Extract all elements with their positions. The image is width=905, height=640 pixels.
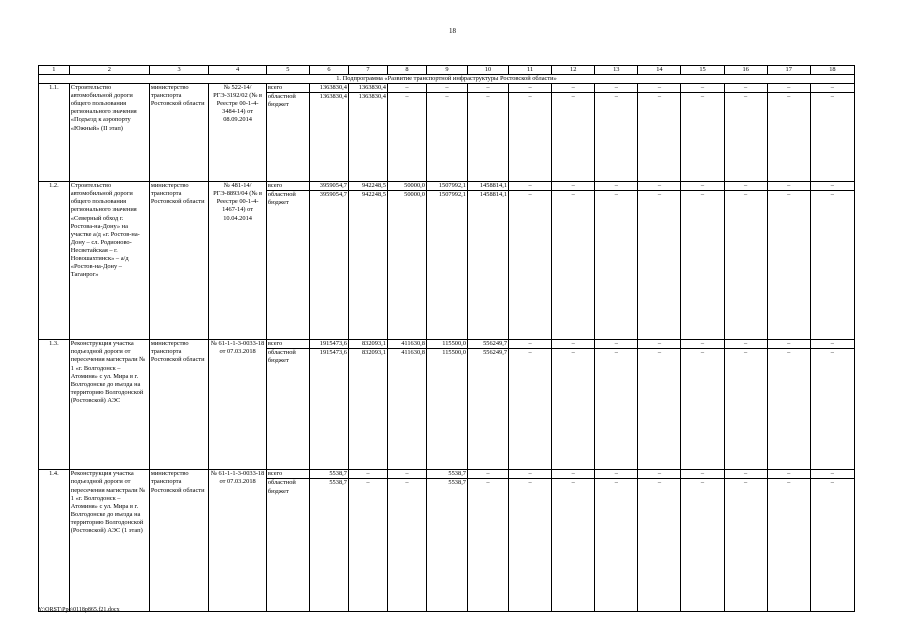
funding-source: областной бюджет — [266, 191, 309, 340]
amount-cell: – — [681, 182, 724, 191]
table-row — [39, 182, 855, 191]
amount-cell: – — [810, 470, 854, 479]
amount-cell: – — [595, 470, 638, 479]
column-header: 10 — [467, 66, 508, 75]
object-name: Строительство автомобильной дороги общего пользования регионального значения «Подъезд к аэропорту «Южный» (II этап) — [69, 84, 149, 182]
amount-cell: – — [552, 470, 595, 479]
amount-cell: – — [467, 84, 508, 93]
amount-cell: – — [509, 93, 552, 182]
amount-cell: 832093,1 — [348, 340, 387, 349]
amount-cell: – — [724, 479, 767, 612]
amount-cell: – — [638, 84, 681, 93]
funding-source: областной бюджет — [266, 479, 309, 612]
amount-cell: – — [767, 349, 810, 470]
amount-cell: – — [595, 349, 638, 470]
amount-cell: – — [509, 191, 552, 340]
amount-cell: 411630,8 — [387, 340, 426, 349]
column-header: 16 — [724, 66, 767, 75]
amount-cell: – — [638, 182, 681, 191]
funding-source: всего — [266, 182, 309, 191]
amount-cell: – — [724, 84, 767, 93]
amount-cell: – — [638, 479, 681, 612]
amount-cell: – — [467, 479, 508, 612]
amount-cell: – — [810, 191, 854, 340]
amount-cell: – — [509, 182, 552, 191]
column-header: 11 — [509, 66, 552, 75]
amount-cell: 50000,0 — [387, 191, 426, 340]
amount-cell: 556249,7 — [467, 349, 508, 470]
amount-cell: 50000,0 — [387, 182, 426, 191]
expertise-document: № 481-14/РГЭ-8893/04 (№ в Реестре 00-1-4-1467-14) от 10.04.2014 — [209, 182, 266, 340]
amount-cell: 942248,5 — [348, 182, 387, 191]
amount-cell: – — [509, 479, 552, 612]
amount-cell: – — [681, 84, 724, 93]
column-header: 15 — [681, 66, 724, 75]
table-row — [39, 340, 855, 349]
amount-cell: – — [387, 479, 426, 612]
column-header: 13 — [595, 66, 638, 75]
amount-cell: – — [426, 84, 467, 93]
object-name: Реконструкция участка подъездной дороги от пересечения магистрали № 1 «г. Волгодонск – Атоминя» с ул. Мира в г. Волгодонске до въезда на территорию Волгодонской (Ростовской) АЭС (1 этап) — [69, 470, 149, 612]
subprogram-row — [39, 75, 855, 84]
amount-cell: 1507992,1 — [426, 182, 467, 191]
amount-cell: 5538,7 — [309, 470, 348, 479]
row-number: 1.4. — [39, 470, 70, 612]
amount-cell: 1363830,4 — [348, 93, 387, 182]
amount-cell: – — [387, 470, 426, 479]
amount-cell: – — [810, 479, 854, 612]
amount-cell: – — [509, 470, 552, 479]
row-number: 1.2. — [39, 182, 70, 340]
amount-cell: – — [810, 340, 854, 349]
amount-cell: 3959054,7 — [309, 182, 348, 191]
amount-cell: 3959054,7 — [309, 191, 348, 340]
expertise-document: № 522-14/РГЭ-3192/02 (№ в Реестре 00-1-4-3484-14) от 08.09.2014 — [209, 84, 266, 182]
amount-cell: – — [595, 479, 638, 612]
amount-cell: – — [552, 93, 595, 182]
funding-source: областной бюджет — [266, 93, 309, 182]
amount-cell: – — [681, 340, 724, 349]
amount-cell: – — [724, 470, 767, 479]
amount-cell: 832093,1 — [348, 349, 387, 470]
executor: министерство транспорта Ростовской области — [149, 470, 209, 612]
amount-cell: – — [681, 349, 724, 470]
amount-cell: – — [509, 84, 552, 93]
amount-cell: 556249,7 — [467, 340, 508, 349]
amount-cell: – — [767, 470, 810, 479]
column-header: 5 — [266, 66, 309, 75]
amount-cell: – — [810, 84, 854, 93]
amount-cell: – — [767, 479, 810, 612]
amount-cell: – — [595, 340, 638, 349]
amount-cell: 1363830,4 — [309, 93, 348, 182]
amount-cell: – — [348, 470, 387, 479]
column-header: 18 — [810, 66, 854, 75]
amount-cell: – — [595, 182, 638, 191]
amount-cell: – — [767, 93, 810, 182]
amount-cell: 1915473,6 — [309, 340, 348, 349]
amount-cell: 942248,5 — [348, 191, 387, 340]
amount-cell: 5538,7 — [426, 479, 467, 612]
amount-cell: – — [552, 182, 595, 191]
amount-cell: 411630,8 — [387, 349, 426, 470]
object-name: Строительство автомобильной дороги общего пользования регионального значения «Северный обход г. Ростова-на-Дону» на участке а/д «г. Ростов-на-Дону – сл. Родионово-Несветайская – г. Новошахтинск» – а/д «Ростов-на-Дону – Таганрог» — [69, 182, 149, 340]
column-header: 2 — [69, 66, 149, 75]
amount-cell: – — [467, 470, 508, 479]
file-path-footer: Y:\ORST\Ppo\0118p865.f21.docx — [38, 607, 120, 613]
amount-cell: 115500,0 — [426, 349, 467, 470]
amount-cell: – — [810, 349, 854, 470]
amount-cell: 115500,0 — [426, 340, 467, 349]
row-number: 1.3. — [39, 340, 70, 470]
amount-cell: – — [387, 84, 426, 93]
amount-cell: – — [724, 340, 767, 349]
funding-source: всего — [266, 470, 309, 479]
amount-cell: – — [638, 93, 681, 182]
amount-cell: – — [681, 93, 724, 182]
amount-cell: – — [467, 93, 508, 182]
amount-cell: – — [810, 93, 854, 182]
executor: министерство транспорта Ростовской области — [149, 340, 209, 470]
amount-cell: 1363830,4 — [309, 84, 348, 93]
column-header: 12 — [552, 66, 595, 75]
column-header: 6 — [309, 66, 348, 75]
amount-cell: – — [767, 191, 810, 340]
amount-cell: – — [767, 84, 810, 93]
amount-cell: – — [638, 191, 681, 340]
amount-cell: – — [681, 191, 724, 340]
amount-cell: – — [552, 349, 595, 470]
amount-cell: 1458814,1 — [467, 191, 508, 340]
funding-source: всего — [266, 340, 309, 349]
row-number: 1.1. — [39, 84, 70, 182]
subprogram-title: 1. Подпрограмма «Развитие транспортной инфраструктуры Ростовской области» — [39, 75, 855, 84]
amount-cell: – — [724, 349, 767, 470]
amount-cell: – — [724, 182, 767, 191]
column-header: 7 — [348, 66, 387, 75]
amount-cell: – — [426, 93, 467, 182]
amount-cell: 1458814,1 — [467, 182, 508, 191]
amount-cell: – — [595, 84, 638, 93]
amount-cell: 1915473,6 — [309, 349, 348, 470]
amount-cell: 5538,7 — [426, 470, 467, 479]
funding-source: областной бюджет — [266, 349, 309, 470]
column-header: 17 — [767, 66, 810, 75]
amount-cell: 1363830,4 — [348, 84, 387, 93]
amount-cell: – — [552, 84, 595, 93]
amount-cell: – — [348, 479, 387, 612]
object-name: Реконструкция участка подъездной дороги от пересечения магистрали № 1 «г. Волгодонск – Атоминя» с ул. Мира в г. Волгодонске до въезда на территорию Волгодонской (Ростовской) АЭС — [69, 340, 149, 470]
amount-cell: – — [509, 349, 552, 470]
amount-cell: – — [681, 479, 724, 612]
executor: министерство транспорта Ростовской области — [149, 182, 209, 340]
amount-cell: – — [595, 191, 638, 340]
amount-cell: – — [767, 182, 810, 191]
amount-cell: – — [595, 93, 638, 182]
column-header: 1 — [39, 66, 70, 75]
column-header: 3 — [149, 66, 209, 75]
column-header: 9 — [426, 66, 467, 75]
amount-cell: – — [681, 470, 724, 479]
amount-cell: – — [767, 340, 810, 349]
amount-cell: – — [509, 340, 552, 349]
amount-cell: 1507992,1 — [426, 191, 467, 340]
amount-cell: – — [724, 191, 767, 340]
amount-cell: – — [387, 93, 426, 182]
amount-cell: – — [638, 340, 681, 349]
amount-cell: – — [552, 479, 595, 612]
page-number: 18 — [449, 27, 456, 35]
amount-cell: 5538,7 — [309, 479, 348, 612]
expertise-document: № 61-1-1-3-0033-18 от 07.03.2018 — [209, 340, 266, 470]
column-header: 14 — [638, 66, 681, 75]
amount-cell: – — [724, 93, 767, 182]
budget-table — [38, 65, 855, 612]
funding-source: всего — [266, 84, 309, 93]
amount-cell: – — [810, 182, 854, 191]
expertise-document: № 61-1-1-3-0033-18 от 07.03.2018 — [209, 470, 266, 612]
column-header: 4 — [209, 66, 266, 75]
amount-cell: – — [552, 340, 595, 349]
executor: министерство транспорта Ростовской области — [149, 84, 209, 182]
column-number-row — [39, 66, 855, 75]
column-header: 8 — [387, 66, 426, 75]
table-row — [39, 84, 855, 93]
amount-cell: – — [638, 349, 681, 470]
table-row — [39, 470, 855, 479]
amount-cell: – — [638, 470, 681, 479]
amount-cell: – — [552, 191, 595, 340]
